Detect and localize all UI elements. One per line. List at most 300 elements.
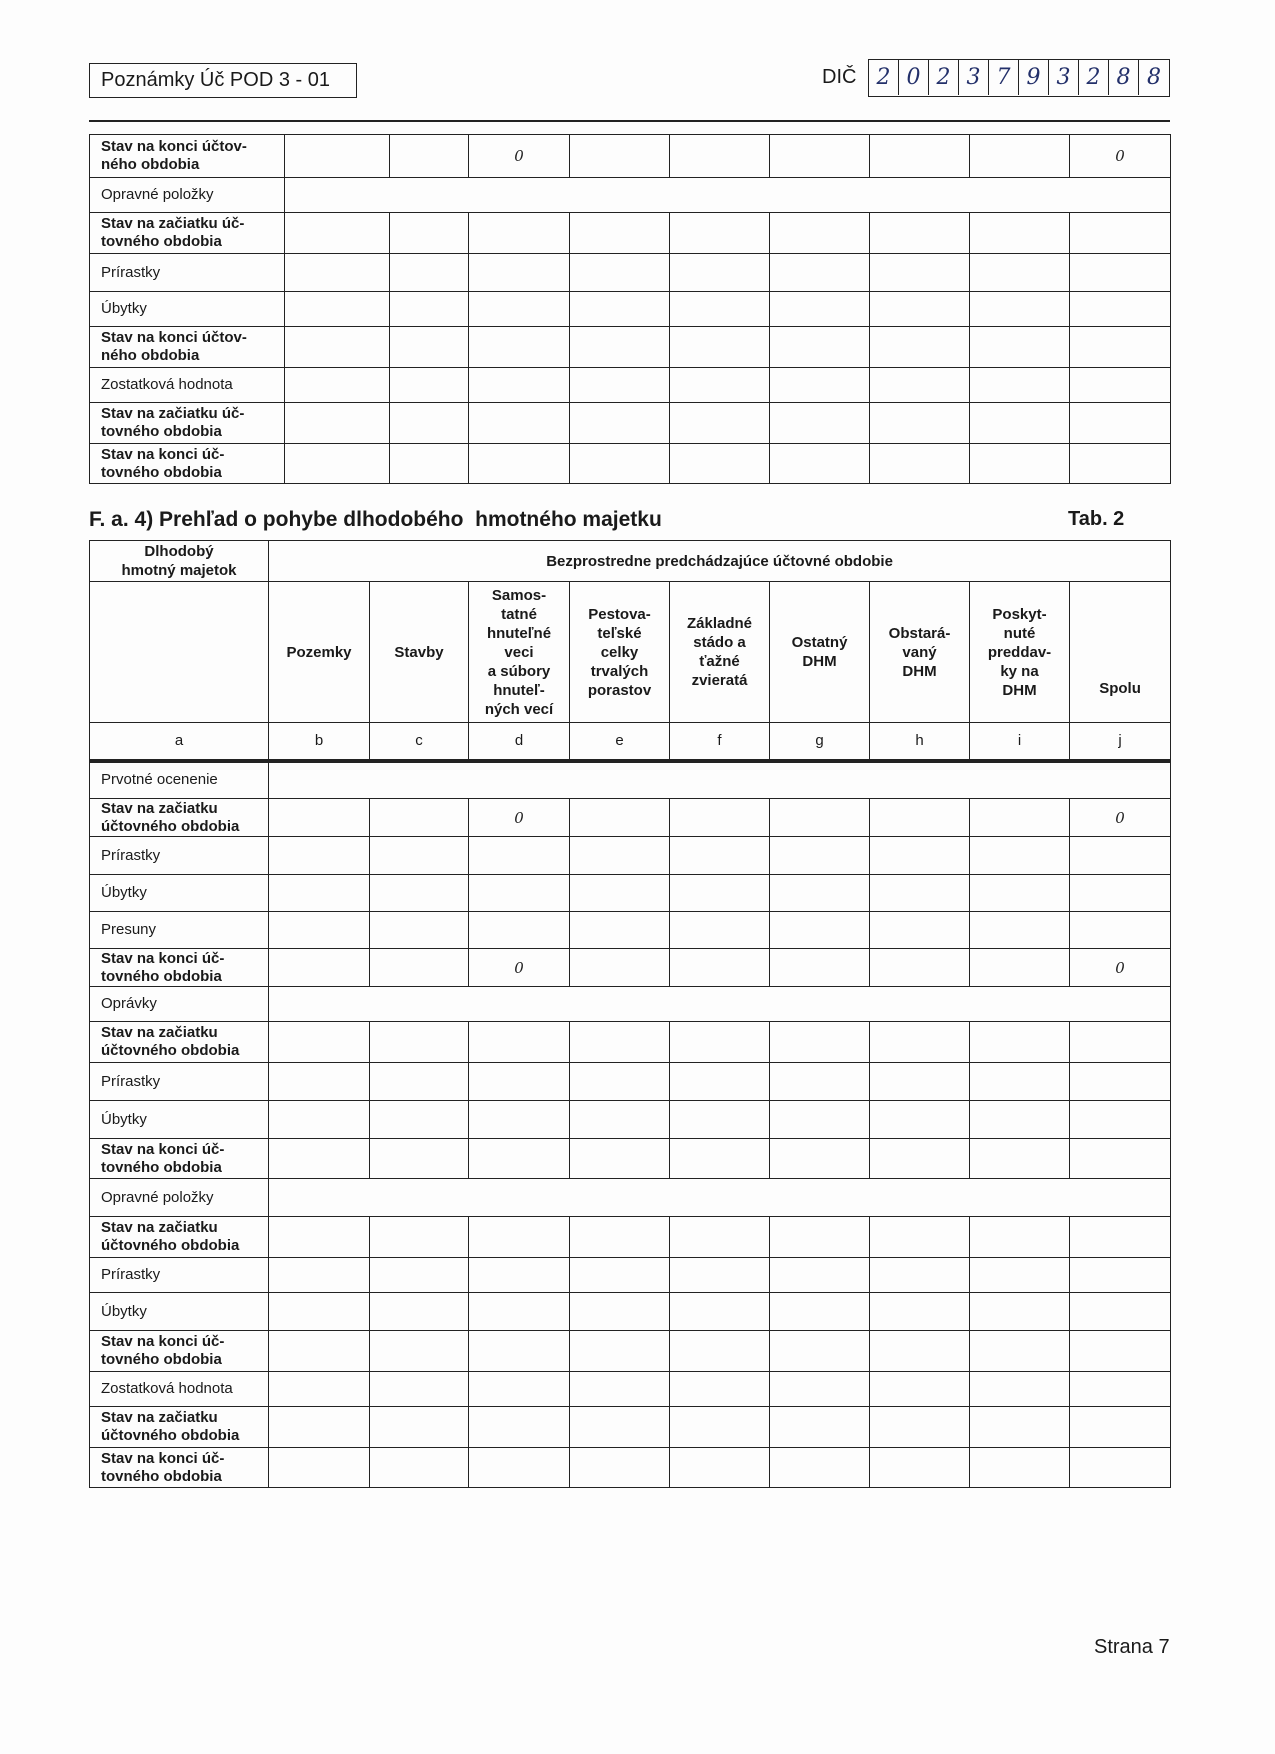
row-label: Prírastky <box>90 254 285 292</box>
column-header: Obstará- vaný DHM <box>870 582 970 723</box>
value-cell[interactable] <box>269 1372 370 1407</box>
value-cell[interactable] <box>570 1293 670 1331</box>
row-label: Opravné položky <box>90 1179 269 1217</box>
value-cell[interactable] <box>870 1063 970 1101</box>
value-cell[interactable] <box>870 135 970 178</box>
value-cell[interactable] <box>469 444 570 484</box>
value-cell[interactable] <box>1070 1258 1171 1293</box>
row-label: Stav na začiatku úč- tovného obdobia <box>90 213 285 254</box>
table-row <box>90 1258 1171 1293</box>
value-cell[interactable] <box>970 1139 1070 1179</box>
value-cell[interactable] <box>770 1448 870 1488</box>
value-cell[interactable] <box>670 1139 770 1179</box>
value-cell[interactable] <box>570 213 670 254</box>
value-cell[interactable] <box>570 368 670 403</box>
table-row <box>90 327 1171 368</box>
value-cell[interactable] <box>670 254 770 292</box>
value-cell[interactable] <box>670 403 770 444</box>
value-cell[interactable] <box>770 368 870 403</box>
value-cell[interactable] <box>970 213 1070 254</box>
value-cell[interactable] <box>570 799 670 837</box>
value-cell[interactable] <box>570 1407 670 1448</box>
value-cell[interactable] <box>570 875 670 912</box>
value-cell[interactable] <box>970 327 1070 368</box>
dic-digit[interactable]: 0 <box>899 60 929 95</box>
column-header: Samos- tatné hnuteľné veci a súbory hnuteľ- ných vecí <box>469 582 570 723</box>
value-cell[interactable] <box>670 213 770 254</box>
value-cell[interactable] <box>269 875 370 912</box>
value-cell[interactable] <box>285 213 390 254</box>
value-cell[interactable] <box>1070 213 1171 254</box>
table-row <box>90 213 1171 254</box>
value-cell[interactable] <box>770 1139 870 1179</box>
row-label: Zostatková hodnota <box>90 368 285 403</box>
value-cell[interactable] <box>1070 1448 1171 1488</box>
row-label: Opravné položky <box>90 178 285 213</box>
value-cell[interactable]: 0 <box>1070 799 1171 837</box>
value-cell[interactable] <box>570 1448 670 1488</box>
value-cell[interactable] <box>970 799 1070 837</box>
value-cell[interactable] <box>870 1293 970 1331</box>
dic-digit[interactable]: 7 <box>989 60 1019 95</box>
table-row <box>90 135 1171 178</box>
header-divider <box>89 120 1170 122</box>
value-cell[interactable] <box>770 912 870 949</box>
value-cell[interactable] <box>1070 327 1171 368</box>
column-letter: e <box>570 723 670 761</box>
value-cell[interactable] <box>770 327 870 368</box>
value-cell[interactable] <box>1070 368 1171 403</box>
value-cell[interactable] <box>370 1372 469 1407</box>
value-cell[interactable] <box>1070 1407 1171 1448</box>
value-cell[interactable] <box>370 1063 469 1101</box>
row-label: Stav na konci úč- tovného obdobia <box>90 1139 269 1179</box>
value-cell[interactable] <box>469 912 570 949</box>
dic-digit[interactable]: 3 <box>1049 60 1079 95</box>
value-cell[interactable] <box>770 213 870 254</box>
value-cell[interactable] <box>570 292 670 327</box>
column-letter: h <box>870 723 970 761</box>
value-cell[interactable] <box>1070 837 1171 875</box>
value-cell[interactable] <box>469 875 570 912</box>
value-cell[interactable] <box>670 1101 770 1139</box>
value-cell[interactable] <box>370 1407 469 1448</box>
value-cell[interactable] <box>269 1448 370 1488</box>
dic-digit[interactable]: 8 <box>1147 65 1161 90</box>
table-row <box>90 403 1171 444</box>
value-cell[interactable] <box>970 403 1070 444</box>
row-label: Úbytky <box>90 292 285 327</box>
value-cell[interactable] <box>370 1448 469 1488</box>
value-cell[interactable] <box>390 327 469 368</box>
value-cell[interactable] <box>1070 912 1171 949</box>
value-cell[interactable] <box>870 1448 970 1488</box>
value-cell[interactable] <box>570 837 670 875</box>
value-cell[interactable] <box>870 837 970 875</box>
value-cell[interactable] <box>970 875 1070 912</box>
value-cell[interactable] <box>469 254 570 292</box>
value-cell[interactable] <box>269 1022 370 1063</box>
value-cell[interactable] <box>469 1448 570 1488</box>
dic-field[interactable] <box>868 59 1170 97</box>
value-cell[interactable] <box>770 403 870 444</box>
value-cell[interactable] <box>269 1101 370 1139</box>
table-row <box>90 1217 1171 1258</box>
row-label: Úbytky <box>90 1293 269 1331</box>
value-cell[interactable] <box>970 1448 1070 1488</box>
table-row <box>90 912 1171 949</box>
value-cell[interactable] <box>770 1217 870 1258</box>
value-cell[interactable] <box>870 1372 970 1407</box>
value-cell[interactable] <box>670 799 770 837</box>
value-cell[interactable] <box>390 403 469 444</box>
value-cell[interactable] <box>469 1022 570 1063</box>
section-title: F. a. 4) Prehľad o pohybe dlhodobého hmotného majetku <box>89 508 662 531</box>
value-cell[interactable] <box>269 837 370 875</box>
page-number: Strana 7 <box>1094 1636 1170 1658</box>
value-cell[interactable] <box>770 1407 870 1448</box>
dic-digit[interactable]: 2 <box>1079 60 1109 95</box>
value-cell[interactable] <box>770 1331 870 1372</box>
column-header: Pozemky <box>269 582 370 723</box>
value-cell[interactable] <box>670 837 770 875</box>
table-row <box>90 292 1171 327</box>
value-cell[interactable] <box>1070 292 1171 327</box>
value-cell[interactable] <box>469 1101 570 1139</box>
value-cell[interactable]: 0 <box>1070 135 1171 178</box>
value-cell[interactable] <box>370 949 469 987</box>
value-cell[interactable] <box>870 254 970 292</box>
value-cell[interactable] <box>1070 444 1171 484</box>
table-row <box>90 1407 1171 1448</box>
value-cell[interactable] <box>870 1407 970 1448</box>
dic-digit[interactable]: 9 <box>1019 60 1049 95</box>
row-label: Prírastky <box>90 1258 269 1293</box>
value-cell[interactable] <box>970 135 1070 178</box>
value-cell[interactable] <box>970 1022 1070 1063</box>
value-cell[interactable] <box>390 135 469 178</box>
value-cell[interactable] <box>870 368 970 403</box>
value-cell[interactable] <box>570 1063 670 1101</box>
value-cell[interactable] <box>570 403 670 444</box>
value-cell[interactable] <box>770 254 870 292</box>
table-row <box>90 1101 1171 1139</box>
value-cell[interactable] <box>469 1217 570 1258</box>
value-cell[interactable] <box>370 1022 469 1063</box>
value-cell[interactable] <box>670 1293 770 1331</box>
row-label: Stav na konci úč- tovného obdobia <box>90 1448 269 1488</box>
value-cell[interactable] <box>670 949 770 987</box>
value-cell[interactable] <box>770 1063 870 1101</box>
value-cell[interactable] <box>670 1331 770 1372</box>
value-cell[interactable] <box>1070 1101 1171 1139</box>
value-cell[interactable] <box>390 368 469 403</box>
value-cell[interactable] <box>870 403 970 444</box>
value-cell[interactable] <box>370 799 469 837</box>
value-cell[interactable] <box>1070 1063 1171 1101</box>
value-cell[interactable] <box>1070 1022 1171 1063</box>
value-cell[interactable] <box>1070 875 1171 912</box>
value-cell[interactable] <box>970 444 1070 484</box>
table-row <box>90 761 1171 799</box>
row-label: Oprávky <box>90 987 269 1022</box>
value-cell[interactable]: 0 <box>1070 949 1171 987</box>
value-cell[interactable] <box>870 213 970 254</box>
value-cell[interactable] <box>285 254 390 292</box>
row-label: Zostatková hodnota <box>90 1372 269 1407</box>
dic-digit[interactable]: 2 <box>869 60 899 95</box>
value-cell[interactable] <box>469 1258 570 1293</box>
value-cell[interactable] <box>670 444 770 484</box>
value-cell[interactable] <box>770 799 870 837</box>
value-cell[interactable] <box>269 949 370 987</box>
table-row <box>90 368 1171 403</box>
value-cell[interactable] <box>269 1293 370 1331</box>
value-cell[interactable] <box>1070 1217 1171 1258</box>
value-cell[interactable]: 0 <box>469 799 570 837</box>
value-cell[interactable] <box>269 1407 370 1448</box>
table-row <box>90 987 1171 1022</box>
value-cell[interactable] <box>570 1372 670 1407</box>
value-cell[interactable] <box>570 1022 670 1063</box>
value-cell[interactable] <box>269 799 370 837</box>
value-cell[interactable] <box>570 135 670 178</box>
value-cell[interactable] <box>870 292 970 327</box>
value-cell[interactable] <box>285 444 390 484</box>
value-cell[interactable] <box>670 1063 770 1101</box>
form-title: Poznámky Úč POD 3 - 01 <box>89 63 357 98</box>
row-label: Presuny <box>90 912 269 949</box>
column-letter: d <box>469 723 570 761</box>
dic-digit[interactable]: 2 <box>929 60 959 95</box>
value-cell[interactable] <box>870 1258 970 1293</box>
value-cell[interactable] <box>970 1258 1070 1293</box>
column-letter: j <box>1070 723 1171 761</box>
value-cell[interactable] <box>370 1101 469 1139</box>
value-cell[interactable] <box>970 292 1070 327</box>
value-cell[interactable] <box>370 1217 469 1258</box>
row-label: Stav na konci úč- tovného obdobia <box>90 1331 269 1372</box>
table-row <box>90 254 1171 292</box>
row-label: Stav na začiatku účtovného obdobia <box>90 1022 269 1063</box>
value-cell[interactable] <box>285 327 390 368</box>
value-cell[interactable] <box>1070 403 1171 444</box>
value-cell[interactable] <box>670 327 770 368</box>
value-cell[interactable] <box>970 1331 1070 1372</box>
value-cell[interactable] <box>770 1022 870 1063</box>
value-cell[interactable] <box>670 368 770 403</box>
value-cell[interactable] <box>269 1217 370 1258</box>
value-cell[interactable] <box>870 444 970 484</box>
value-cell[interactable] <box>469 1063 570 1101</box>
value-cell[interactable] <box>469 1407 570 1448</box>
value-cell[interactable] <box>870 1217 970 1258</box>
value-cell[interactable]: 0 <box>469 135 570 178</box>
column-letter: i <box>970 723 1070 761</box>
value-cell[interactable] <box>1070 254 1171 292</box>
value-cell[interactable] <box>269 1063 370 1101</box>
table-row <box>90 1331 1171 1372</box>
value-cell[interactable] <box>970 1372 1070 1407</box>
value-cell[interactable] <box>670 292 770 327</box>
column-header: Spolu <box>1070 582 1171 723</box>
value-cell[interactable] <box>570 1101 670 1139</box>
value-cell[interactable] <box>970 368 1070 403</box>
value-cell[interactable]: 0 <box>469 949 570 987</box>
table-row <box>90 178 1171 213</box>
value-cell[interactable] <box>570 912 670 949</box>
value-cell[interactable] <box>285 368 390 403</box>
value-cell[interactable] <box>469 1139 570 1179</box>
table-row <box>90 875 1171 912</box>
value-cell[interactable] <box>970 1217 1070 1258</box>
value-cell[interactable] <box>770 135 870 178</box>
value-cell[interactable] <box>670 912 770 949</box>
table-row <box>90 1179 1171 1217</box>
value-cell[interactable] <box>469 213 570 254</box>
table-number: Tab. 2 <box>1068 508 1125 530</box>
dic-digit[interactable]: 3 <box>959 60 989 95</box>
section-span-cell <box>269 761 1171 799</box>
table-row <box>90 444 1171 484</box>
value-cell[interactable] <box>770 837 870 875</box>
value-cell[interactable] <box>770 1101 870 1139</box>
row-label: Stav na konci účtov- ného obdobia <box>90 327 285 368</box>
value-cell[interactable] <box>770 1293 870 1331</box>
dic-digit[interactable]: 8 <box>1109 60 1139 95</box>
value-cell[interactable] <box>870 949 970 987</box>
value-cell[interactable] <box>570 1258 670 1293</box>
value-cell[interactable] <box>390 254 469 292</box>
column-letter: g <box>770 723 870 761</box>
value-cell[interactable] <box>670 1022 770 1063</box>
value-cell[interactable] <box>570 444 670 484</box>
row-label: Prírastky <box>90 837 269 875</box>
value-cell[interactable] <box>870 875 970 912</box>
value-cell[interactable] <box>870 327 970 368</box>
value-cell[interactable] <box>670 1448 770 1488</box>
value-cell[interactable] <box>570 327 670 368</box>
table-row <box>90 837 1171 875</box>
value-cell[interactable] <box>269 1331 370 1372</box>
value-cell[interactable] <box>469 292 570 327</box>
value-cell[interactable] <box>285 135 390 178</box>
value-cell[interactable] <box>670 1217 770 1258</box>
column-header: Stavby <box>370 582 469 723</box>
value-cell[interactable] <box>870 799 970 837</box>
value-cell[interactable] <box>469 1372 570 1407</box>
table-dhm-movement <box>89 540 1171 1488</box>
value-cell[interactable] <box>870 1022 970 1063</box>
dic-label: DIČ <box>822 66 857 88</box>
column-letter: f <box>670 723 770 761</box>
value-cell[interactable] <box>390 444 469 484</box>
value-cell[interactable] <box>870 912 970 949</box>
value-cell[interactable] <box>370 837 469 875</box>
value-cell[interactable] <box>269 1258 370 1293</box>
value-cell[interactable] <box>870 1101 970 1139</box>
empty-header-cell <box>90 582 269 723</box>
table-row <box>90 1063 1171 1101</box>
value-cell[interactable] <box>1070 1372 1171 1407</box>
table-row <box>90 1022 1171 1063</box>
row-label: Úbytky <box>90 1101 269 1139</box>
value-cell[interactable] <box>390 213 469 254</box>
value-cell[interactable] <box>370 1258 469 1293</box>
value-cell[interactable] <box>285 403 390 444</box>
value-cell[interactable] <box>770 292 870 327</box>
value-cell[interactable] <box>370 1139 469 1179</box>
value-cell[interactable] <box>469 837 570 875</box>
value-cell[interactable] <box>870 1331 970 1372</box>
table-continuation <box>89 134 1171 484</box>
value-cell[interactable] <box>1070 1331 1171 1372</box>
value-cell[interactable] <box>970 949 1070 987</box>
value-cell[interactable] <box>370 912 469 949</box>
value-cell[interactable] <box>770 444 870 484</box>
table-row <box>90 1139 1171 1179</box>
section-span-cell <box>269 987 1171 1022</box>
value-cell[interactable] <box>469 1331 570 1372</box>
value-cell[interactable] <box>970 1063 1070 1101</box>
value-cell[interactable] <box>1070 1293 1171 1331</box>
corner-header: Dlhodobý hmotný majetok <box>90 541 269 582</box>
value-cell[interactable] <box>469 403 570 444</box>
column-header: Základné stádo a ťažné zvieratá <box>670 582 770 723</box>
value-cell[interactable] <box>390 292 469 327</box>
value-cell[interactable] <box>770 1372 870 1407</box>
value-cell[interactable] <box>570 1139 670 1179</box>
value-cell[interactable] <box>370 1331 469 1372</box>
value-cell[interactable] <box>370 875 469 912</box>
value-cell[interactable] <box>469 368 570 403</box>
value-cell[interactable] <box>670 135 770 178</box>
value-cell[interactable] <box>670 1372 770 1407</box>
value-cell[interactable] <box>770 875 870 912</box>
value-cell[interactable] <box>269 912 370 949</box>
value-cell[interactable] <box>970 912 1070 949</box>
value-cell[interactable] <box>469 327 570 368</box>
value-cell[interactable] <box>770 1258 870 1293</box>
value-cell[interactable] <box>970 1101 1070 1139</box>
value-cell[interactable] <box>570 1331 670 1372</box>
value-cell[interactable] <box>870 1139 970 1179</box>
period-header: Bezprostredne predchádzajúce účtovné obdobie <box>269 541 1171 582</box>
value-cell[interactable] <box>1070 1139 1171 1179</box>
value-cell[interactable] <box>570 1217 670 1258</box>
value-cell[interactable] <box>469 1293 570 1331</box>
value-cell[interactable] <box>670 1258 770 1293</box>
value-cell[interactable] <box>570 949 670 987</box>
value-cell[interactable] <box>570 254 670 292</box>
value-cell[interactable] <box>370 1293 469 1331</box>
value-cell[interactable] <box>970 254 1070 292</box>
column-letter: b <box>269 723 370 761</box>
table-row <box>90 799 1171 837</box>
value-cell[interactable] <box>285 292 390 327</box>
value-cell[interactable] <box>770 949 870 987</box>
value-cell[interactable] <box>670 875 770 912</box>
row-label: Stav na konci účtov- ného obdobia <box>90 135 285 178</box>
value-cell[interactable] <box>269 1139 370 1179</box>
row-label: Prvotné ocenenie <box>90 761 269 799</box>
column-header: Pestova- teľské celky trvalých porastov <box>570 582 670 723</box>
row-label: Stav na začiatku účtovného obdobia <box>90 799 269 837</box>
value-cell[interactable] <box>970 1293 1070 1331</box>
value-cell[interactable] <box>970 837 1070 875</box>
value-cell[interactable] <box>970 1407 1070 1448</box>
value-cell[interactable] <box>670 1407 770 1448</box>
